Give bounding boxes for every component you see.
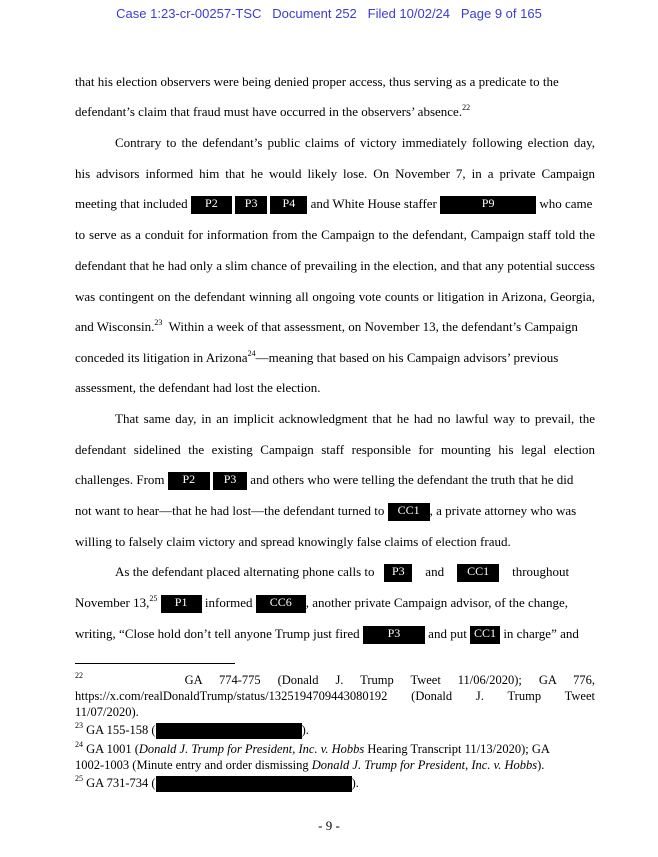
text-line: defendant that he had only a slim chance of prevailing in the election, and that any potential success bbox=[75, 258, 595, 273]
footnote-23: $^{23}$ GA 155-158 ( ). bbox=[75, 722, 595, 739]
footnote-24-line: 1002-1003 (Minute entry and order dismissing Donald J. Trump for President, Inc. v. Hobbs). bbox=[75, 758, 545, 772]
footnote-divider bbox=[75, 663, 235, 664]
redaction-box: P9 bbox=[440, 196, 536, 214]
redaction-box bbox=[156, 776, 352, 792]
footnote-ref: 23 bbox=[154, 318, 163, 327]
case-header: Case 1:23-cr-00257-TSC Document 252 Filed 10/02/24 Page 9 of 165 bbox=[116, 6, 542, 21]
page-number: - 9 - bbox=[318, 818, 340, 833]
footnote-25: $^{25}$ GA 731-734 ( ). bbox=[75, 775, 595, 792]
text-line: his advisors informed him that he would likely lose. On November 7, in a private Campaign bbox=[75, 166, 595, 181]
redaction-box: P3 bbox=[384, 564, 412, 582]
footnote-ref: 24 bbox=[247, 349, 256, 358]
redaction-box: CC6 bbox=[256, 595, 306, 613]
text-line: That same day, in an implicit acknowledgment that he had no lawful way to prevail, the bbox=[115, 411, 595, 426]
text-line: not want to hear—that he had lost—the defendant turned to CC1 , a private attorney who was bbox=[75, 503, 595, 521]
text-line: to serve as a conduit for information from the Campaign to the defendant, Campaign staff told the bbox=[75, 227, 595, 242]
text-line: defendant’s claim that fraud must have occurred in the observers’ absence.$^{22}$ bbox=[75, 103, 471, 119]
redaction-box: P3 bbox=[235, 196, 267, 214]
text-line: that his election observers were being denied proper access, thus serving as a predicate to the bbox=[75, 74, 559, 89]
text-line: meeting that included P2 P3 P4 and White House staffer P9 who came bbox=[75, 196, 595, 214]
footnote-ref: 25 bbox=[149, 594, 158, 603]
redaction-box bbox=[156, 723, 302, 739]
redaction-box: CC1 bbox=[388, 503, 430, 521]
text-line: As the defendant placed alternating phone calls to P3 and CC1 throughout bbox=[75, 564, 595, 582]
text-line: and Wisconsin.$^{23}$ Within a week of that assessment, on November 13, the defendant’s Campaign bbox=[75, 318, 578, 334]
redaction-box: CC1 bbox=[470, 626, 500, 644]
redaction-box: P3 bbox=[363, 626, 425, 644]
text-line: November 13,25 P1 informed CC6 , another private Campaign advisor, of the change, bbox=[75, 595, 595, 613]
redaction-box: P1 bbox=[161, 595, 202, 613]
footnote-22-line: 11/07/2020). bbox=[75, 705, 139, 719]
redaction-box: P2 bbox=[168, 472, 210, 490]
redaction-box: P4 bbox=[270, 196, 307, 214]
text-line: assessment, the defendant had lost the election. bbox=[75, 380, 321, 395]
text-line: conceded its litigation in Arizona$^{24}$—meaning that based on his Campaign advisors’ previous bbox=[75, 349, 559, 365]
text-line: challenges. From P2 P3 and others who were telling the defendant the truth that he did bbox=[75, 472, 595, 490]
text-line: defendant sidelined the existing Campaign staff responsible for mounting his legal election bbox=[75, 442, 595, 457]
footnote-22-line: https://x.com/realDonaldTrump/status/1325194709443080192 (Donald J. Trump Tweet bbox=[75, 689, 595, 703]
footnote-22: $^{22}$ GA 774-775 (Donald J. Trump Tweet 11/06/2020); GA 776, bbox=[75, 671, 596, 687]
text-line: Contrary to the defendant’s public claims of victory immediately following election day, bbox=[115, 135, 595, 150]
footnote-ref: 22 bbox=[462, 103, 471, 112]
redaction-box: P2 bbox=[191, 196, 232, 214]
text-line: writing, “Close hold don’t tell anyone Trump just fired P3 and put CC1 in charge” and bbox=[75, 626, 595, 644]
footnote-24: $^{24}$ GA 1001 (Donald J. Trump for President, Inc. v. Hobbs Hearing Transcript 11/13/2020); GA bbox=[75, 740, 550, 756]
text-line: was contingent on the defendant winning all ongoing vote counts or litigation in Arizona, Georgia, bbox=[75, 289, 595, 304]
redaction-box: CC1 bbox=[457, 564, 499, 582]
redaction-box: P3 bbox=[213, 472, 247, 490]
text-line: willing to falsely claim victory and spread knowingly false claims of election fraud. bbox=[75, 534, 511, 549]
